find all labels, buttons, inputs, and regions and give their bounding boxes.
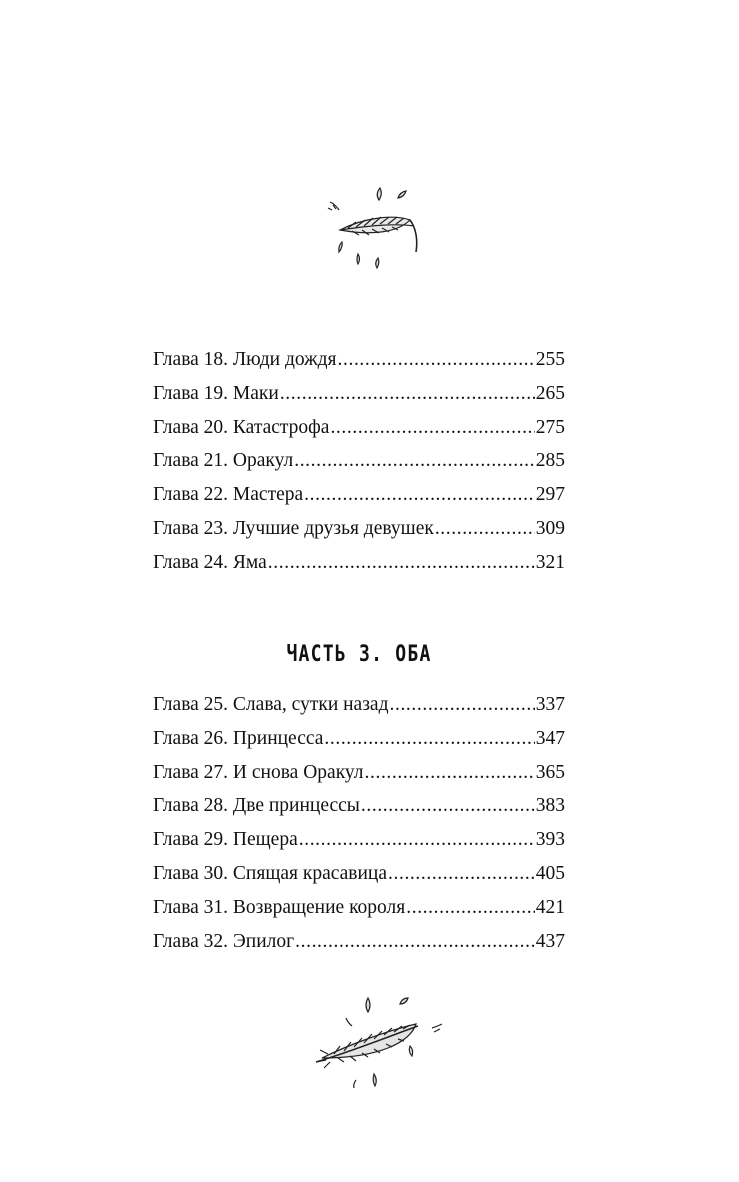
toc-entry-page: 405 <box>535 862 565 884</box>
toc-entry-title: Глава 23. Лучшие друзья девушек <box>153 517 434 539</box>
toc-leader-dots <box>299 823 535 857</box>
toc-entry[interactable] <box>153 891 565 925</box>
toc-entry-page: 321 <box>535 551 565 573</box>
toc-leader-dots <box>361 789 535 823</box>
toc-leader-dots <box>268 546 535 580</box>
toc-entry-page: 365 <box>535 761 565 783</box>
feather-icon <box>310 992 450 1097</box>
toc-entry-title: Глава 21. Оракул <box>153 450 294 472</box>
toc-entry-title: Глава 24. Яма <box>153 551 267 573</box>
toc-leader-dots <box>304 478 535 512</box>
toc-entry-page: 383 <box>535 795 565 817</box>
toc-entry-title: Глава 31. Возвращение короля <box>153 896 406 918</box>
toc-entry[interactable] <box>153 411 565 445</box>
toc-entry[interactable] <box>153 857 565 891</box>
toc-list-part3 <box>153 688 565 958</box>
toc-entry-page: 393 <box>535 829 565 851</box>
feather-icon <box>318 180 428 272</box>
toc-entry-title: Глава 22. Мастера <box>153 484 304 506</box>
toc-leader-dots <box>324 722 534 756</box>
toc-entry[interactable] <box>153 823 565 857</box>
part-title: ЧАСТЬ 3. ОБА <box>286 642 432 667</box>
toc-entry[interactable] <box>153 925 565 959</box>
toc-entry[interactable] <box>153 444 565 478</box>
toc-entry-page: 437 <box>535 930 565 952</box>
toc-entry-page: 337 <box>535 694 565 715</box>
toc-entry[interactable] <box>153 688 565 722</box>
toc-entry-title: Глава 30. Спящая красавица <box>153 862 388 884</box>
toc-entry-title: Глава 27. И снова Оракул <box>153 761 364 783</box>
toc-entry-page: 347 <box>535 727 565 749</box>
toc-leader-dots <box>390 688 535 722</box>
toc-entry[interactable] <box>153 478 565 512</box>
toc-leader-dots <box>295 925 535 959</box>
toc-entry-page: 297 <box>535 484 565 506</box>
toc-entry-title: Глава 28. Две принцессы <box>153 795 360 817</box>
toc-leader-dots <box>338 343 535 377</box>
toc-entry-title: Глава 20. Катастрофа <box>153 416 330 438</box>
toc-entry-title: Глава 29. Пещера <box>153 829 298 851</box>
toc-entry-title: Глава 25. Слава, сутки назад <box>153 694 389 715</box>
toc-entry[interactable] <box>153 512 565 546</box>
toc-entry[interactable] <box>153 546 565 580</box>
toc-entry-title: Глава 32. Эпилог <box>153 930 295 952</box>
toc-entry-title: Глава 18. Люди дождя <box>153 349 337 370</box>
toc-entry-page: 275 <box>535 416 565 438</box>
toc-list-part2 <box>153 343 565 580</box>
toc-leader-dots <box>330 411 534 445</box>
toc-entry-page: 255 <box>535 349 565 370</box>
toc-leader-dots <box>435 512 535 546</box>
toc-leader-dots <box>406 891 535 925</box>
toc-entry-page: 265 <box>535 382 565 404</box>
toc-leader-dots <box>294 444 535 478</box>
toc-entry-page: 285 <box>535 450 565 472</box>
toc-entry-title: Глава 19. Маки <box>153 382 279 404</box>
toc-entry[interactable] <box>153 343 565 377</box>
toc-leader-dots <box>280 377 535 411</box>
toc-entry[interactable] <box>153 789 565 823</box>
toc-entry-page: 309 <box>535 517 565 539</box>
toc-entry[interactable] <box>153 756 565 790</box>
toc-entry[interactable] <box>153 377 565 411</box>
toc-leader-dots <box>388 857 535 891</box>
toc-entry[interactable] <box>153 722 565 756</box>
toc-entry-page: 421 <box>535 896 565 918</box>
toc-entry-title: Глава 26. Принцесса <box>153 727 324 749</box>
toc-leader-dots <box>365 756 535 790</box>
